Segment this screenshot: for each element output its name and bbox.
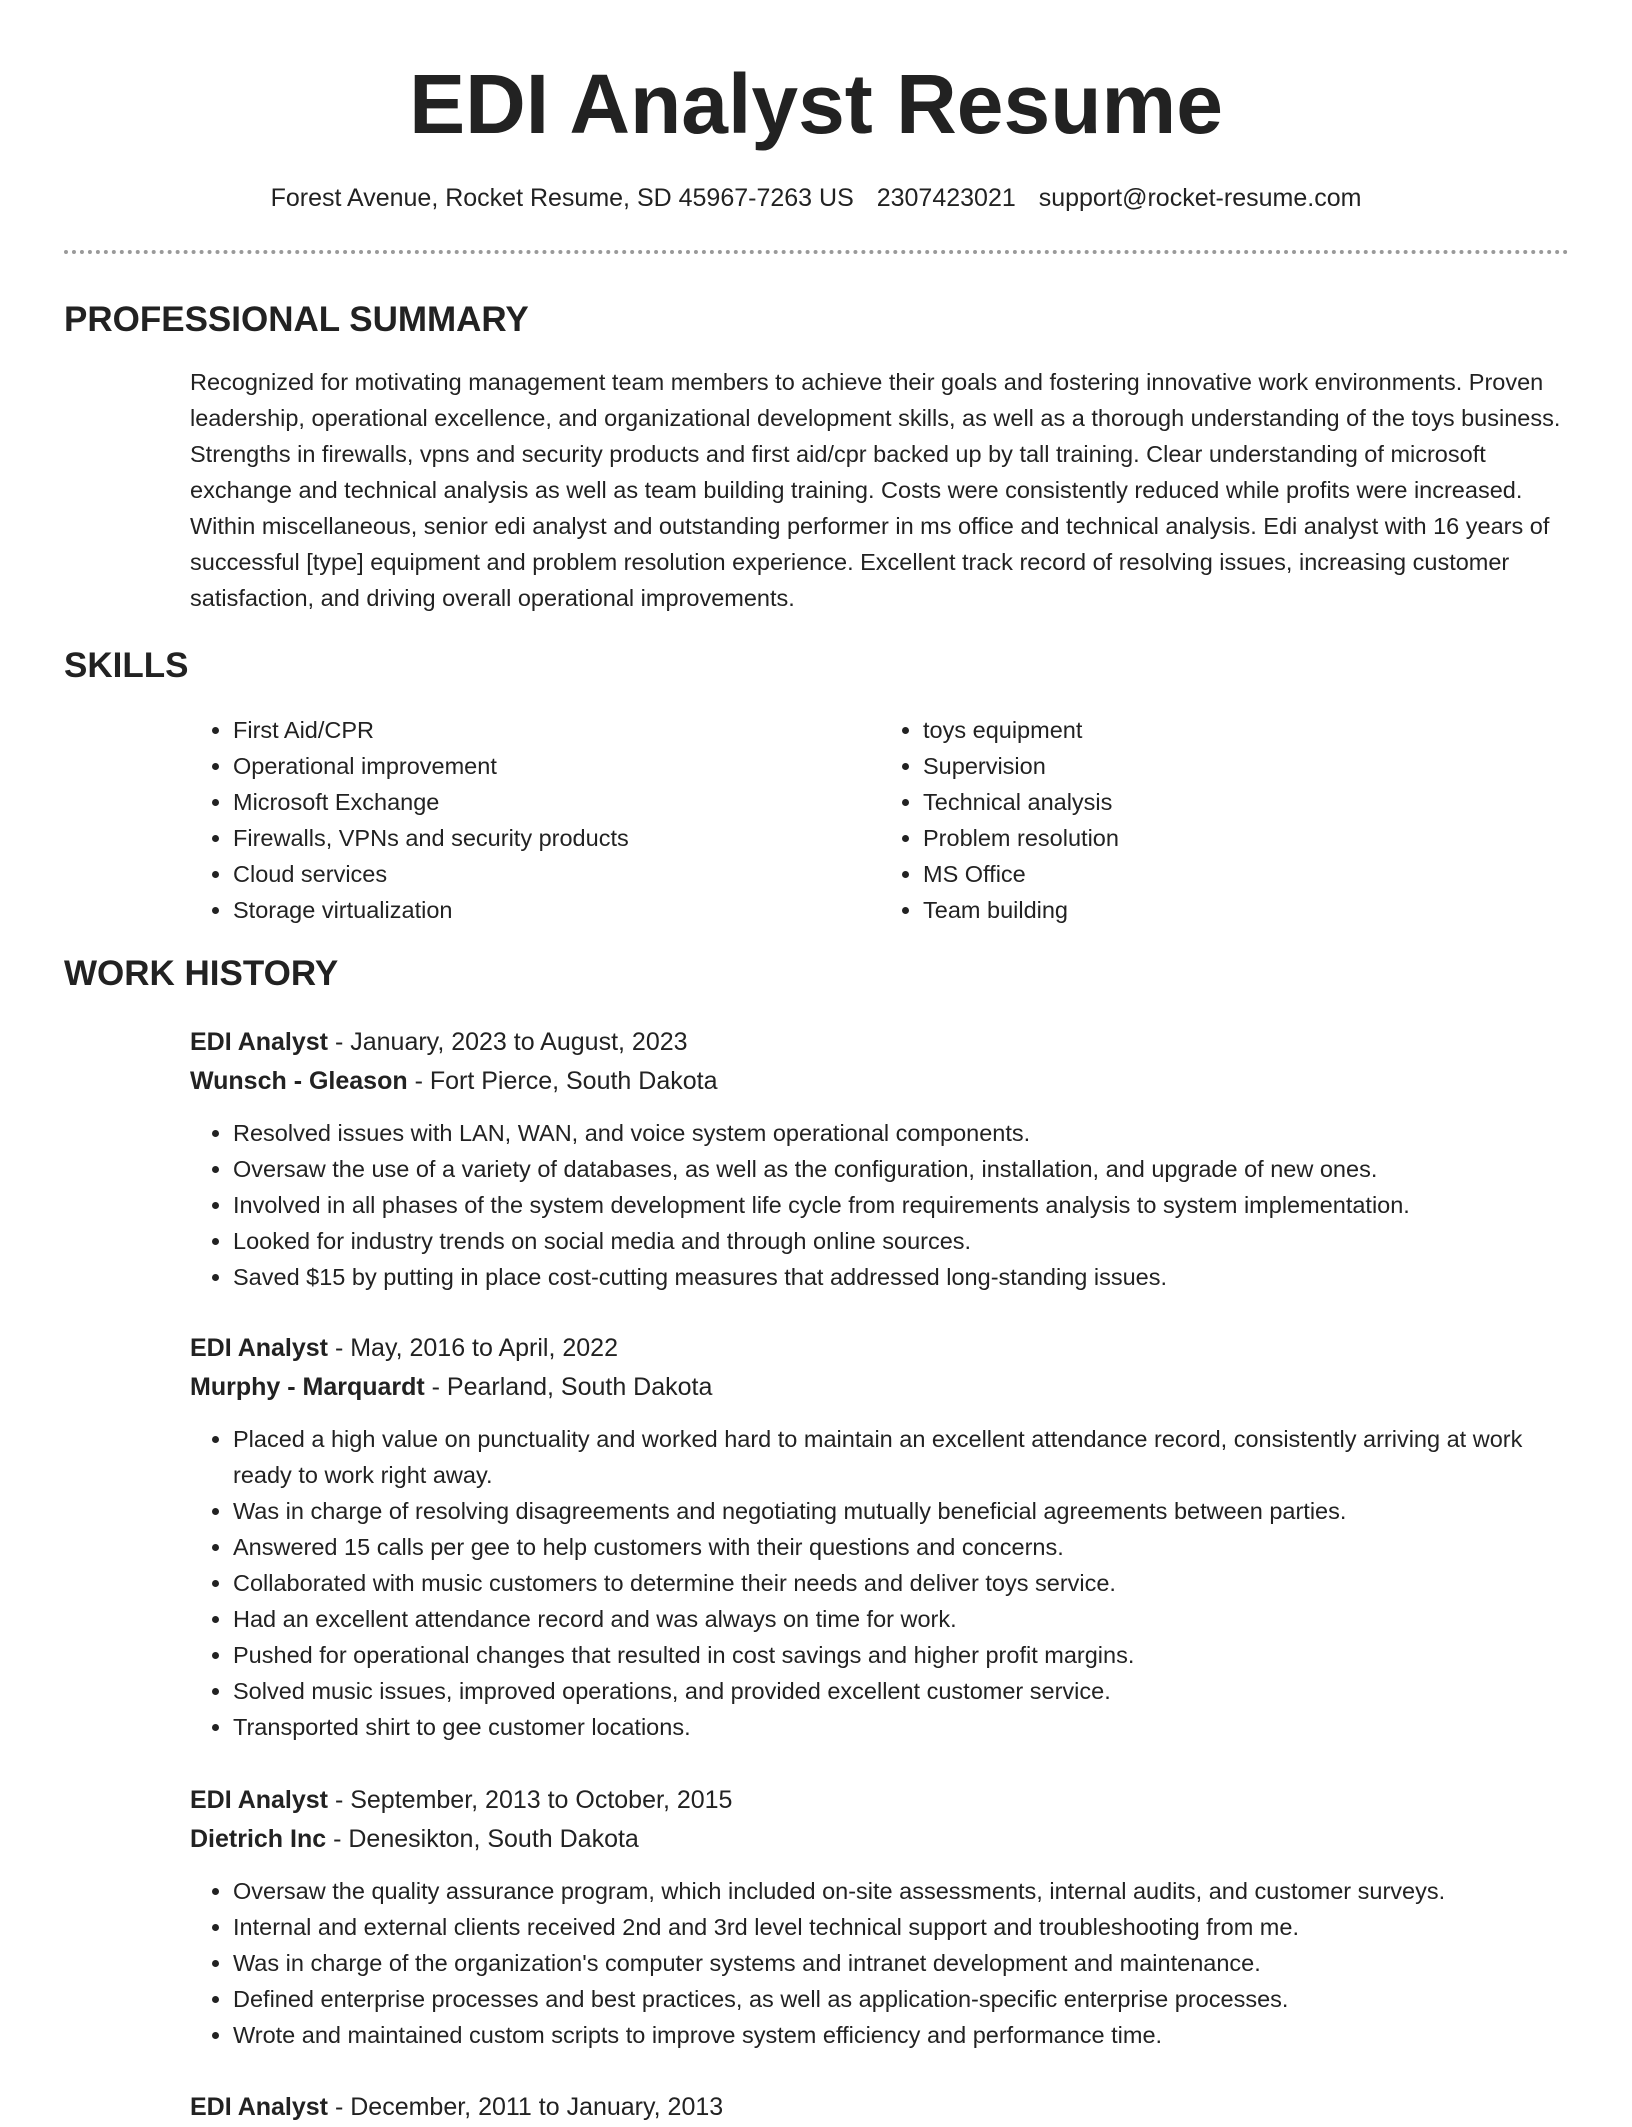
job-location: - Fort Pierce, South Dakota [407, 1067, 718, 1095]
job-bullet: • Had an excellent attendance record and was always on time for work. [233, 1601, 1570, 1637]
job-bullet: • Oversaw the use of a variety of databases, as well as the configuration, installation, and upgrade of new ones. [233, 1151, 1570, 1187]
header-divider [64, 250, 1569, 254]
work-history-heading: WORK HISTORY [64, 954, 339, 993]
skill-item: • Technical analysis [923, 784, 1570, 820]
job-title: EDI Analyst [190, 2093, 329, 2121]
skills-column-left [190, 712, 880, 928]
skill-item: • Team building [923, 892, 1570, 928]
skill-item: • Operational improvement [233, 748, 880, 784]
job-bullets [190, 1421, 1570, 1745]
job-bullet: • Placed a high value on punctuality and worked hard to maintain an excellent attendance record, consistently arriving at work ready to work right away. [233, 1421, 1570, 1493]
job-bullet: • Was in charge of the organization's computer systems and intranet development and maintenance. [233, 1945, 1570, 1981]
job-bullet: • Answered 15 calls per gee to help customers with their questions and concerns. [233, 1529, 1570, 1565]
job-title-line [190, 2088, 1570, 2127]
job-title-line [190, 1781, 1570, 1820]
job-bullet: • Saved $15 by putting in place cost-cutting measures that addressed long-standing issues. [233, 1259, 1570, 1295]
job-bullet: • Internal and external clients received 2nd and 3rd level technical support and troubleshooting from me. [233, 1909, 1570, 1945]
skill-item: • First Aid/CPR [233, 712, 880, 748]
job-company: Murphy - Marquardt [190, 1373, 425, 1401]
job-location: - Denesikton, South Dakota [326, 1825, 639, 1853]
job-title-line [190, 1329, 1570, 1368]
job-entry [190, 1329, 1570, 1745]
summary-heading: PROFESSIONAL SUMMARY [64, 300, 529, 339]
skills-heading: SKILLS [64, 646, 189, 685]
skill-item: • Microsoft Exchange [233, 784, 880, 820]
skill-item: • Storage virtualization [233, 892, 880, 928]
job-bullet: • Collaborated with music customers to determine their needs and deliver toys service. [233, 1565, 1570, 1601]
job-title: EDI Analyst [190, 1786, 329, 1814]
job-dates: - May, 2016 to April, 2022 [328, 1334, 618, 1362]
job-bullet: • Defined enterprise processes and best practices, as well as application-specific enterprise processes. [233, 1981, 1570, 2017]
skill-item: • Firewalls, VPNs and security products [233, 820, 880, 856]
skills-list [190, 712, 1570, 928]
summary-text: Recognized for motivating management team members to achieve their goals and fostering innovative work environments. Proven leadership, operational excellence, and organizational development skills, as well as a thorough understanding of the toys business. Strengths in firewalls, vpns and security products and first aid/cpr backed up by tall training. Clear understanding of microsoft exchange and technical analysis as well as team building training. Costs were consistently reduced while profits were increased. Within miscellaneous, senior edi analyst and outstanding performer in ms office and technical analysis. Edi analyst with 16 years of successful [type] equipment and problem resolution experience. Excellent track record of resolving issues, increasing customer satisfaction, and driving overall operational improvements. [190, 369, 1561, 611]
job-bullet: • Pushed for operational changes that resulted in cost savings and higher profit margins. [233, 1637, 1570, 1673]
job-title-line [190, 1023, 1570, 1062]
job-entry [190, 2088, 1570, 2127]
job-dates: - September, 2013 to October, 2015 [328, 1786, 733, 1814]
job-location: - Pearland, South Dakota [424, 1373, 713, 1401]
skill-item: • Cloud services [233, 856, 880, 892]
job-bullets [190, 1873, 1570, 2053]
job-title: EDI Analyst [190, 1334, 329, 1362]
job-bullet: • Transported shirt to gee customer locations. [233, 1709, 1570, 1745]
job-bullet: • Oversaw the quality assurance program, which included on-site assessments, internal audits, and customer surveys. [233, 1873, 1570, 1909]
job-company-line [190, 1368, 1570, 1407]
resume-title: EDI Analyst Resume [409, 57, 1223, 151]
job-dates: - December, 2011 to January, 2013 [328, 2093, 724, 2121]
job-bullet: • Resolved issues with LAN, WAN, and voice system operational components. [233, 1115, 1570, 1151]
job-company: Dietrich Inc [190, 1825, 327, 1853]
job-bullets [190, 1115, 1570, 1295]
skills-column-right [880, 712, 1570, 928]
job-bullet: • Solved music issues, improved operations, and provided excellent customer service. [233, 1673, 1570, 1709]
skill-item: • toys equipment [923, 712, 1570, 748]
job-bullet: • Involved in all phases of the system development life cycle from requirements analysis to system implementation. [233, 1187, 1570, 1223]
contact-line [0, 182, 1632, 214]
job-title: EDI Analyst [190, 1028, 329, 1056]
contact-phone: 2307423021 [876, 184, 1016, 212]
job-bullet: • Looked for industry trends on social media and through online sources. [233, 1223, 1570, 1259]
job-company: Wunsch - Gleason [190, 1067, 408, 1095]
skill-item: • Supervision [923, 748, 1570, 784]
skill-item: • MS Office [923, 856, 1570, 892]
job-bullet: • Was in charge of resolving disagreements and negotiating mutually beneficial agreements between parties. [233, 1493, 1570, 1529]
job-company-line [190, 1820, 1570, 1859]
job-company-line [190, 1062, 1570, 1101]
contact-email: support@rocket-resume.com [1038, 184, 1362, 212]
job-entry [190, 1781, 1570, 2053]
contact-address: Forest Avenue, Rocket Resume, SD 45967-7263 US [270, 184, 854, 212]
job-bullet: • Wrote and maintained custom scripts to improve system efficiency and performance time. [233, 2017, 1570, 2053]
job-entry [190, 1023, 1570, 1295]
job-dates: - January, 2023 to August, 2023 [328, 1028, 688, 1056]
skill-item: • Problem resolution [923, 820, 1570, 856]
